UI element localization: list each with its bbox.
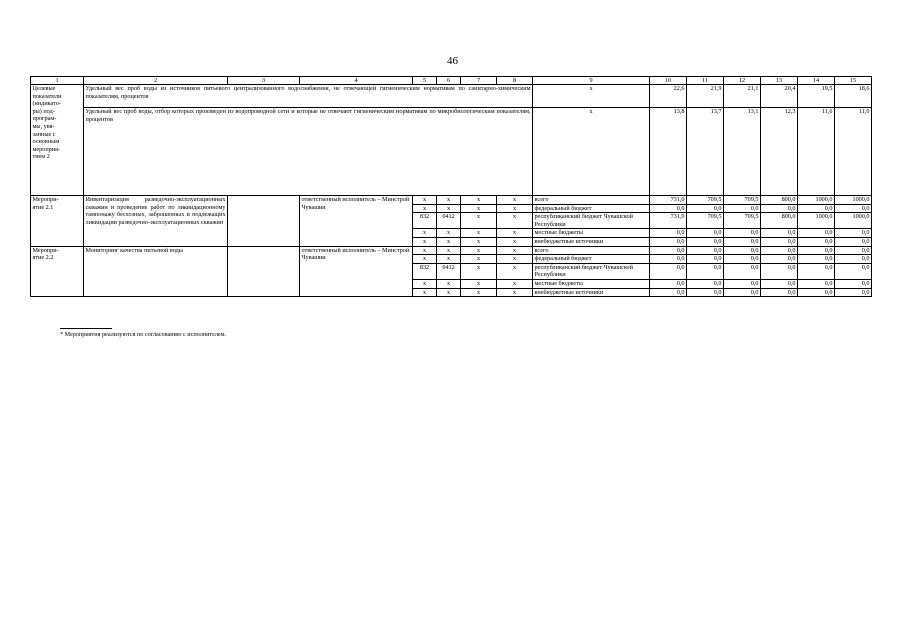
budget-code: x bbox=[461, 204, 497, 213]
column-header: 15 bbox=[835, 77, 872, 85]
funding-value: 0,0 bbox=[687, 263, 724, 279]
funding-value: 800,0 bbox=[761, 213, 798, 229]
measure-row bbox=[31, 246, 872, 255]
program-table bbox=[30, 76, 872, 297]
budget-code: x bbox=[413, 204, 437, 213]
budget-code: x bbox=[413, 246, 437, 255]
funding-source: местные бюджеты bbox=[533, 229, 650, 238]
budget-code: x bbox=[497, 237, 533, 246]
label-line: занные с bbox=[32, 130, 56, 138]
column-header: 10 bbox=[650, 77, 687, 85]
funding-value: 0,0 bbox=[835, 255, 872, 264]
budget-code: x bbox=[461, 279, 497, 288]
budget-code: x bbox=[413, 196, 437, 205]
measure-executor: ответственный исполнитель – Минстрой Чувашии bbox=[300, 246, 413, 297]
funding-value: 0,0 bbox=[724, 246, 761, 255]
funding-value: 1000,0 bbox=[835, 213, 872, 229]
funding-value: 0,0 bbox=[650, 229, 687, 238]
column-header: 6 bbox=[437, 77, 461, 85]
funding-value: 709,5 bbox=[724, 196, 761, 205]
funding-value: 0,0 bbox=[835, 204, 872, 213]
label-line: мы, увя- bbox=[32, 122, 55, 130]
funding-value: 0,0 bbox=[761, 229, 798, 238]
label-line: Целевые bbox=[32, 85, 56, 92]
funding-value: 709,5 bbox=[724, 213, 761, 229]
label-line: мероприя- bbox=[32, 145, 60, 153]
measure-label bbox=[31, 246, 84, 297]
funding-value: 0,0 bbox=[761, 288, 798, 297]
funding-value: 0,0 bbox=[835, 229, 872, 238]
column-header: 5 bbox=[413, 77, 437, 85]
indicator-value: 21,9 bbox=[687, 85, 724, 108]
target-row bbox=[31, 85, 872, 108]
label-line: основным bbox=[32, 138, 60, 146]
budget-code: x bbox=[497, 288, 533, 297]
indicator-col9: x bbox=[533, 85, 650, 108]
funding-value: 0,0 bbox=[724, 263, 761, 279]
label-line: (индикато- bbox=[32, 100, 61, 108]
budget-code: x bbox=[461, 229, 497, 238]
column-header: 1 bbox=[31, 77, 84, 85]
label-line: Меропри- bbox=[32, 246, 59, 254]
indicator-value: 13,8 bbox=[650, 108, 687, 196]
budget-code: x bbox=[461, 213, 497, 229]
funding-value: 0,0 bbox=[798, 204, 835, 213]
label-line: програм- bbox=[32, 115, 57, 123]
funding-value: 0,0 bbox=[761, 246, 798, 255]
budget-code: x bbox=[497, 255, 533, 264]
funding-value: 0,0 bbox=[650, 279, 687, 288]
indicator-value: 19,5 bbox=[798, 85, 835, 108]
measure-col3 bbox=[228, 246, 300, 297]
indicator-value: 21,1 bbox=[724, 85, 761, 108]
budget-code: x bbox=[461, 263, 497, 279]
indicator-value: 22,6 bbox=[650, 85, 687, 108]
budget-code: x bbox=[461, 237, 497, 246]
header-row bbox=[31, 77, 872, 85]
indicator-value: 13,7 bbox=[687, 108, 724, 196]
funding-source: всего bbox=[533, 246, 650, 255]
funding-value: 0,0 bbox=[835, 263, 872, 279]
budget-code: x bbox=[437, 196, 461, 205]
budget-code: x bbox=[413, 237, 437, 246]
budget-code: x bbox=[497, 196, 533, 205]
funding-source: местные бюджеты bbox=[533, 279, 650, 288]
funding-value: 1000,0 bbox=[798, 213, 835, 229]
indicator-value: 20,4 bbox=[761, 85, 798, 108]
funding-value: 0,0 bbox=[687, 204, 724, 213]
funding-value: 0,0 bbox=[650, 255, 687, 264]
budget-code: x bbox=[437, 288, 461, 297]
funding-value: 0,0 bbox=[724, 288, 761, 297]
column-header: 8 bbox=[497, 77, 533, 85]
indicator-value: 11,6 bbox=[798, 108, 835, 196]
label-line: тием 2 bbox=[32, 153, 50, 161]
budget-code: x bbox=[497, 204, 533, 213]
funding-value: 0,0 bbox=[687, 246, 724, 255]
funding-value: 0,0 bbox=[835, 246, 872, 255]
funding-value: 800,0 bbox=[761, 196, 798, 205]
label-line: Меропри- bbox=[32, 196, 59, 203]
label-line: ятие 2.1 bbox=[32, 203, 54, 211]
funding-value: 0,0 bbox=[798, 237, 835, 246]
budget-code: 0412 bbox=[437, 263, 461, 279]
funding-value: 1000,0 bbox=[835, 196, 872, 205]
budget-code: x bbox=[497, 213, 533, 229]
indicator-text: Удельный вес проб воды из источников питьевого централизованного водоснабжения, не отвечающей гигиеническим нормативам по санитарно-химическим показателям, процентов bbox=[84, 85, 533, 108]
budget-code: x bbox=[497, 279, 533, 288]
funding-value: 731,0 bbox=[650, 213, 687, 229]
budget-code: x bbox=[413, 288, 437, 297]
budget-code: x bbox=[437, 229, 461, 238]
funding-value: 0,0 bbox=[724, 237, 761, 246]
funding-value: 0,0 bbox=[650, 246, 687, 255]
indicator-col9: x bbox=[533, 108, 650, 196]
column-header: 13 bbox=[761, 77, 798, 85]
budget-code: 832 bbox=[413, 263, 437, 279]
budget-code: x bbox=[497, 263, 533, 279]
indicator-value: 18,6 bbox=[835, 85, 872, 108]
funding-value: 0,0 bbox=[798, 246, 835, 255]
funding-source: всего bbox=[533, 196, 650, 205]
indicator-value: 13,1 bbox=[724, 108, 761, 196]
indicator-value: 12,3 bbox=[761, 108, 798, 196]
funding-value: 0,0 bbox=[724, 255, 761, 264]
funding-value: 0,0 bbox=[798, 263, 835, 279]
funding-value: 0,0 bbox=[650, 237, 687, 246]
column-header: 3 bbox=[228, 77, 300, 85]
funding-value: 0,0 bbox=[835, 288, 872, 297]
budget-code: 0412 bbox=[437, 213, 461, 229]
funding-source: республиканский бюджет Чувашской Республики bbox=[533, 263, 650, 279]
funding-source: республиканский бюджет Чувашской Республики bbox=[533, 213, 650, 229]
budget-code: x bbox=[437, 279, 461, 288]
budget-code: x bbox=[461, 246, 497, 255]
column-header: 2 bbox=[84, 77, 228, 85]
indicator-text: Удельный вес проб воды, отбор которых произведен из водопроводной сети и которые не отвечают гигиеническим нормативам по микробиологическим показателям, процентов bbox=[84, 108, 533, 196]
page-number: 46 bbox=[447, 55, 458, 67]
column-header: 7 bbox=[461, 77, 497, 85]
funding-value: 0,0 bbox=[761, 255, 798, 264]
funding-value: 0,0 bbox=[798, 288, 835, 297]
footnote-separator bbox=[60, 328, 112, 329]
budget-code: x bbox=[413, 229, 437, 238]
funding-value: 0,0 bbox=[761, 279, 798, 288]
budget-code: x bbox=[437, 246, 461, 255]
funding-value: 0,0 bbox=[761, 204, 798, 213]
column-header: 11 bbox=[687, 77, 724, 85]
funding-source: федеральный бюджет bbox=[533, 204, 650, 213]
funding-value: 0,0 bbox=[835, 279, 872, 288]
label-line: ры) под- bbox=[32, 107, 55, 115]
measure-name: Инвентаризация разведочно-эксплуатационных скважин и проведение работ по ликвидационному тампонажу бесхозных, заброшенных и подлежащих ликвидации разведочно-эксплуатационных скважин bbox=[84, 196, 228, 247]
funding-value: 0,0 bbox=[687, 279, 724, 288]
funding-source: внебюджетные источники bbox=[533, 237, 650, 246]
budget-code: x bbox=[497, 229, 533, 238]
funding-value: 0,0 bbox=[650, 204, 687, 213]
funding-value: 0,0 bbox=[761, 237, 798, 246]
budget-code: x bbox=[461, 288, 497, 297]
measure-name: Мониторинг качества питьевой воды bbox=[84, 246, 228, 297]
funding-value: 0,0 bbox=[724, 229, 761, 238]
funding-value: 0,0 bbox=[687, 255, 724, 264]
funding-value: 1000,0 bbox=[798, 196, 835, 205]
column-header: 9 bbox=[533, 77, 650, 85]
funding-value: 0,0 bbox=[650, 288, 687, 297]
budget-code: x bbox=[497, 246, 533, 255]
funding-value: 0,0 bbox=[835, 237, 872, 246]
funding-value: 709,5 bbox=[687, 213, 724, 229]
measure-label bbox=[31, 196, 84, 247]
funding-value: 0,0 bbox=[798, 229, 835, 238]
budget-code: x bbox=[461, 196, 497, 205]
budget-code: x bbox=[413, 255, 437, 264]
column-header: 12 bbox=[724, 77, 761, 85]
funding-value: 0,0 bbox=[798, 255, 835, 264]
budget-code: x bbox=[437, 255, 461, 264]
budget-code: x bbox=[437, 237, 461, 246]
funding-value: 709,5 bbox=[687, 196, 724, 205]
funding-value: 0,0 bbox=[687, 229, 724, 238]
funding-source: внебюджетные источники bbox=[533, 288, 650, 297]
column-header: 14 bbox=[798, 77, 835, 85]
budget-code: 832 bbox=[413, 213, 437, 229]
indicator-value: 11,0 bbox=[835, 108, 872, 196]
funding-value: 0,0 bbox=[724, 204, 761, 213]
targets-label bbox=[31, 85, 84, 196]
funding-source: федеральный бюджет bbox=[533, 255, 650, 264]
budget-code: x bbox=[437, 204, 461, 213]
measure-col3 bbox=[228, 196, 300, 247]
measure-executor: ответственный исполнитель – Минстрой Чувашии bbox=[300, 196, 413, 247]
budget-code: x bbox=[461, 255, 497, 264]
funding-value: 0,0 bbox=[687, 237, 724, 246]
funding-value: 0,0 bbox=[798, 279, 835, 288]
budget-code: x bbox=[413, 279, 437, 288]
target-row bbox=[31, 108, 872, 196]
funding-value: 0,0 bbox=[687, 288, 724, 297]
footnote: * Мероприятия реализуются по согласованию с исполнителем. bbox=[60, 331, 227, 338]
column-header: 4 bbox=[300, 77, 413, 85]
funding-value: 0,0 bbox=[650, 263, 687, 279]
label-line: показатели bbox=[32, 92, 62, 100]
funding-value: 0,0 bbox=[761, 263, 798, 279]
funding-value: 0,0 bbox=[724, 279, 761, 288]
funding-value: 731,0 bbox=[650, 196, 687, 205]
label-line: ятие 2.2 bbox=[32, 254, 54, 262]
measure-row bbox=[31, 196, 872, 205]
